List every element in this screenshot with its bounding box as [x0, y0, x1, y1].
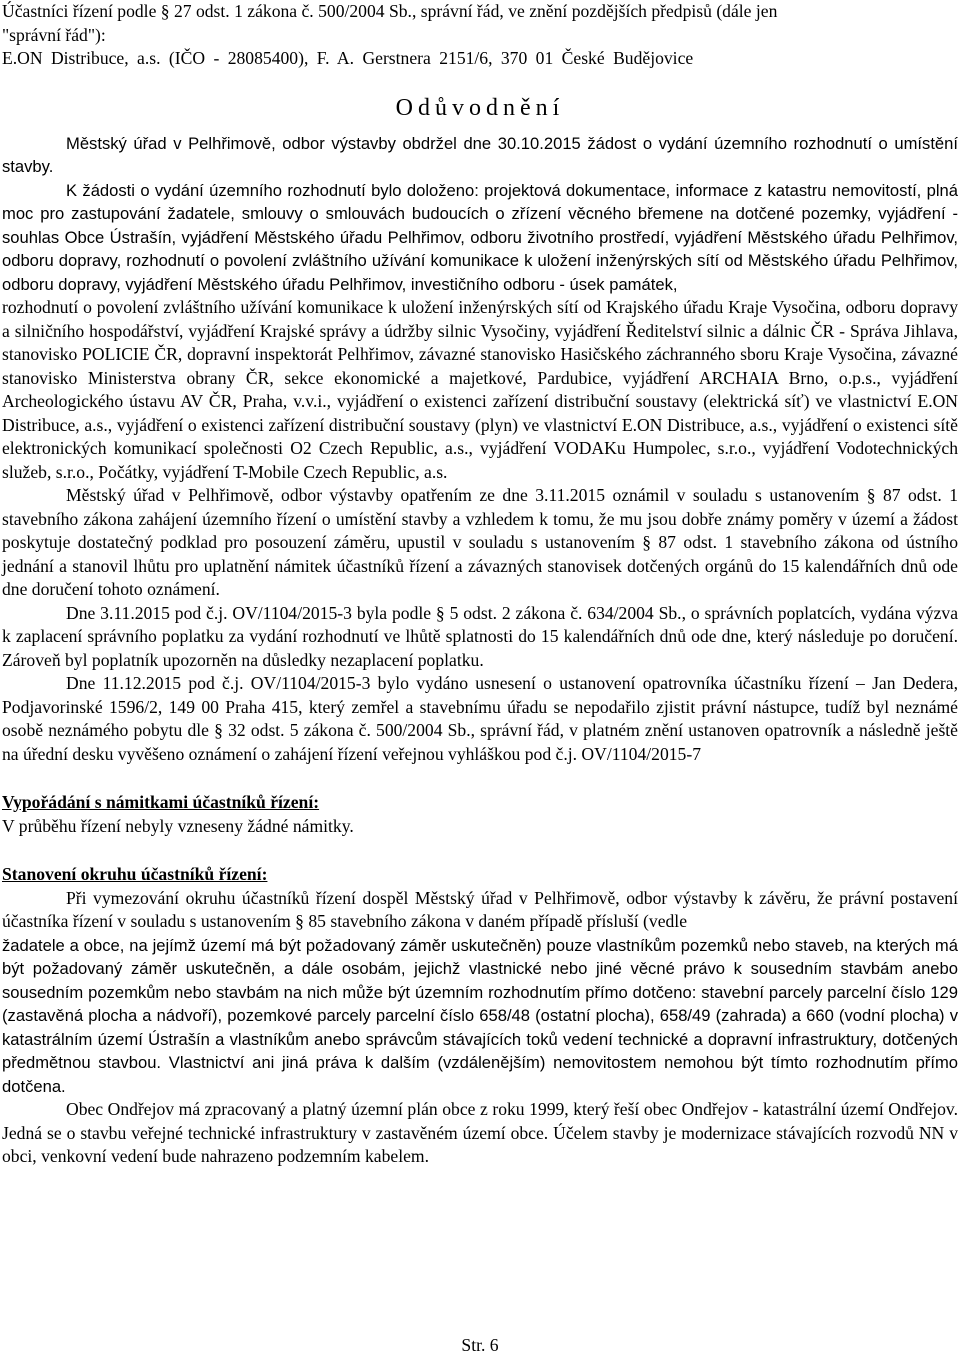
participant-eon-address: E.ON Distribuce, a.s. (IČO - 28085400), F. A. Gerstnera 2151/6, 370 01 České Budějovice [2, 48, 694, 68]
reasoning-paragraph-4: Dne 3.11.2015 pod č.j. OV/1104/2015-3 byla podle § 5 odst. 2 zákona č. 634/2004 Sb., o správních poplatcích, vydána výzva k zaplacení správního poplatku za vydání rozhodnutí ve lhůtě splatnosti do 15 kalendářních dnů ode dne, který následuje po doručení. Zároveň byl poplatník upozorněn na důsledky nezaplacení poplatku. [2, 602, 958, 670]
section-title-reasoning: Odůvodnění [395, 94, 565, 121]
participants-intro-line: Účastníci řízení podle § 27 odst. 1 zákona č. 500/2004 Sb., správní řád, ve znění pozdějších předpisů (dále jen [2, 1, 778, 21]
objections-text: V průběhu řízení nebyly vzneseny žádné námitky. [2, 815, 354, 836]
participants-paragraph-2: Obec Ondřejov má zpracovaný a platný územní plán obce z roku 1999, který řeší obec Ondřejov - katastrální území Ondřejov. Jedná se o stavbu veřejné technické infrastruktury v zastavěném území obce. Účelem stavby je modernizace stávajících rozvodů NN v obci, venkovní vedení bude nahrazeno podzemním kabelem. [2, 1099, 958, 1166]
participants-intro-line-2: "správní řád"): [2, 24, 106, 45]
page-number: Str. 6 [461, 1335, 499, 1355]
reasoning-paragraph-2: K žádosti o vydání územního rozhodnutí bylo doloženo: projektová dokumentace, informace z katastru nemovitostí, plná moc pro zastupování žadatele, smlouvy o smlouvách budoucích o zřízení věcného břemene na dotčené pozemky, vyjádření - souhlas Obce Ústrašín, vyjádření Městského úřadu Pelhřimov, odboru životního prostředí, vyjádření Městského úřadu Pelhřimov, odboru dopravy, rozhodnutí o povolení zvláštního užívání komunikace k uložení inženýrských sítí od Městského úřadu Pelhřimov, odboru dopravy, vyjádření Městského úřadu Pelhřimov, investičního odboru - úsek památek, [2, 180, 958, 294]
objections-heading: Vypořádání s námitkami účastníků řízení: [2, 792, 320, 812]
reasoning-paragraph-2-continued: rozhodnutí o povolení zvláštního užívání komunikace k uložení inženýrských sítí od Krajského úřadu Kraje Vysočina, odboru dopravy a silničního hospodářství, vyjádření Krajské správy a údržby silnic Vysočiny, vyjádření Ředitelství silnic a dálnic ČR - Správa Jihlava, stanovisko POLICIE ČR, dopravní inspektorát Pelhřimov, závazné stanovisko Hasičského záchranného sboru Kraje Vysočina, závazné stanovisko Ministerstva obrany ČR, sekce ekonomické a majetkové, Pardubice, vyjádření ARCHAIA Brno, o.p.s., vyjádření Archeologického ústavu AV ČR, Praha, v.v.i., vyjádření o existenci zařízení distribuční soustavy (elektrická síť) ve vlastnictví E.ON Distribuce, a.s., vyjádření o existenci zařízení distribuční soustavy (plyn) ve vlastnictví E.ON Distribuce, a.s., vyjádření o existenci sítě elektronických komunikací společnosti O2 Czech Republic, a.s., vyjádření VODAKu Humpolec, s.r.o., vyjádření Vodotechnických služeb, s.r.o., Počátky, vyjádření T-Mobile Czech Republic, a.s. [2, 297, 958, 482]
reasoning-paragraph-5: Dne 11.12.2015 pod č.j. OV/1104/2015-3 bylo vydáno usnesení o ustanovení opatrovníka účastníku řízení – Jan Dedera, Podjavorinské 1596/2, 149 00 Praha 415, který zemřel a stavebnímu úřadu se nepodařilo zjistit právní nástupce, tudíž byl neznámé osobě neznámého pobytu dle § 32 odst. 5 zákona č. 500/2004 Sb., správní řád, v platném znění ustanoven opatrovník a následně ještě na úřední desku vyvěšeno oznámení o zahájení řízení veřejnou vyhláškou pod č.j. OV/1104/2015-7 [2, 673, 958, 764]
reasoning-body [2, 296, 958, 766]
reasoning-paragraph-1: Městský úřad v Pelhřimově, odbor výstavby obdržel dne 30.10.2015 žádost o vydání územního rozhodnutí o umístění stavby. [2, 133, 958, 176]
participants-heading: Stanovení okruhu účastníků řízení: [2, 864, 268, 884]
participants-paragraph-1-continued: žadatele a obce, na jejímž území má být požadovaný záměr uskutečněn) pouze vlastníkům pozemků nebo staveb, na kterých má být požadovaný záměr uskutečněn, a dále osobám, jejichž vlastnické nebo jiné věcné právo k sousedním stavbám anebo sousedním pozemkům nebo stavbám na nich může být územním rozhodnutím přímo dotčeno: stavební parcely parcelní číslo 129 (zastavěná plocha a nádvoří), pozemkové parcely parcelní číslo 658/48 (ostatní plocha), 658/49 (zahrada) a 660 (vodní plocha) v katastrálním území Ústrašín a vlastníkům anebo správcům stávajících toků vedení technické a dopravní infrastruktury, dotčených předmětnou stavbou. Vlastnictví ani jiná práva k dalším (vzdálenějším) nemovitostem nemohou být tímto rozhodnutím přímo dotčena. [2, 935, 958, 1096]
reasoning-paragraph-3: Městský úřad v Pelhřimově, odbor výstavby opatřením ze dne 3.11.2015 oznámil v souladu s ustanovením § 87 odst. 1 stavebního zákona zahájení územního řízení o umístění stavby a vzhledem k tomu, že mu jsou dobře známy poměry v území a žádost poskytuje dostatečný podklad pro posouzení záměru, upustil v souladu s ustanovením § 87 odst. 1 stavebního zákona od ústního jednání a stanovil lhůtu pro uplatnění námitek účastníků řízení a závazných stanovisek dotčených orgánů do 15 kalendářních dnů ode dne doručení tohoto oznámení. [2, 485, 958, 599]
participants-paragraph-1: Při vymezování okruhu účastníků řízení dospěl Městský úřad v Pelhřimově, odbor výstavby k závěru, že právní postavení účastníka řízení v souladu s ustanovením § 85 stavebního zákona v daném případě přísluší (vedle [2, 887, 958, 931]
reasoning-block [2, 132, 958, 297]
